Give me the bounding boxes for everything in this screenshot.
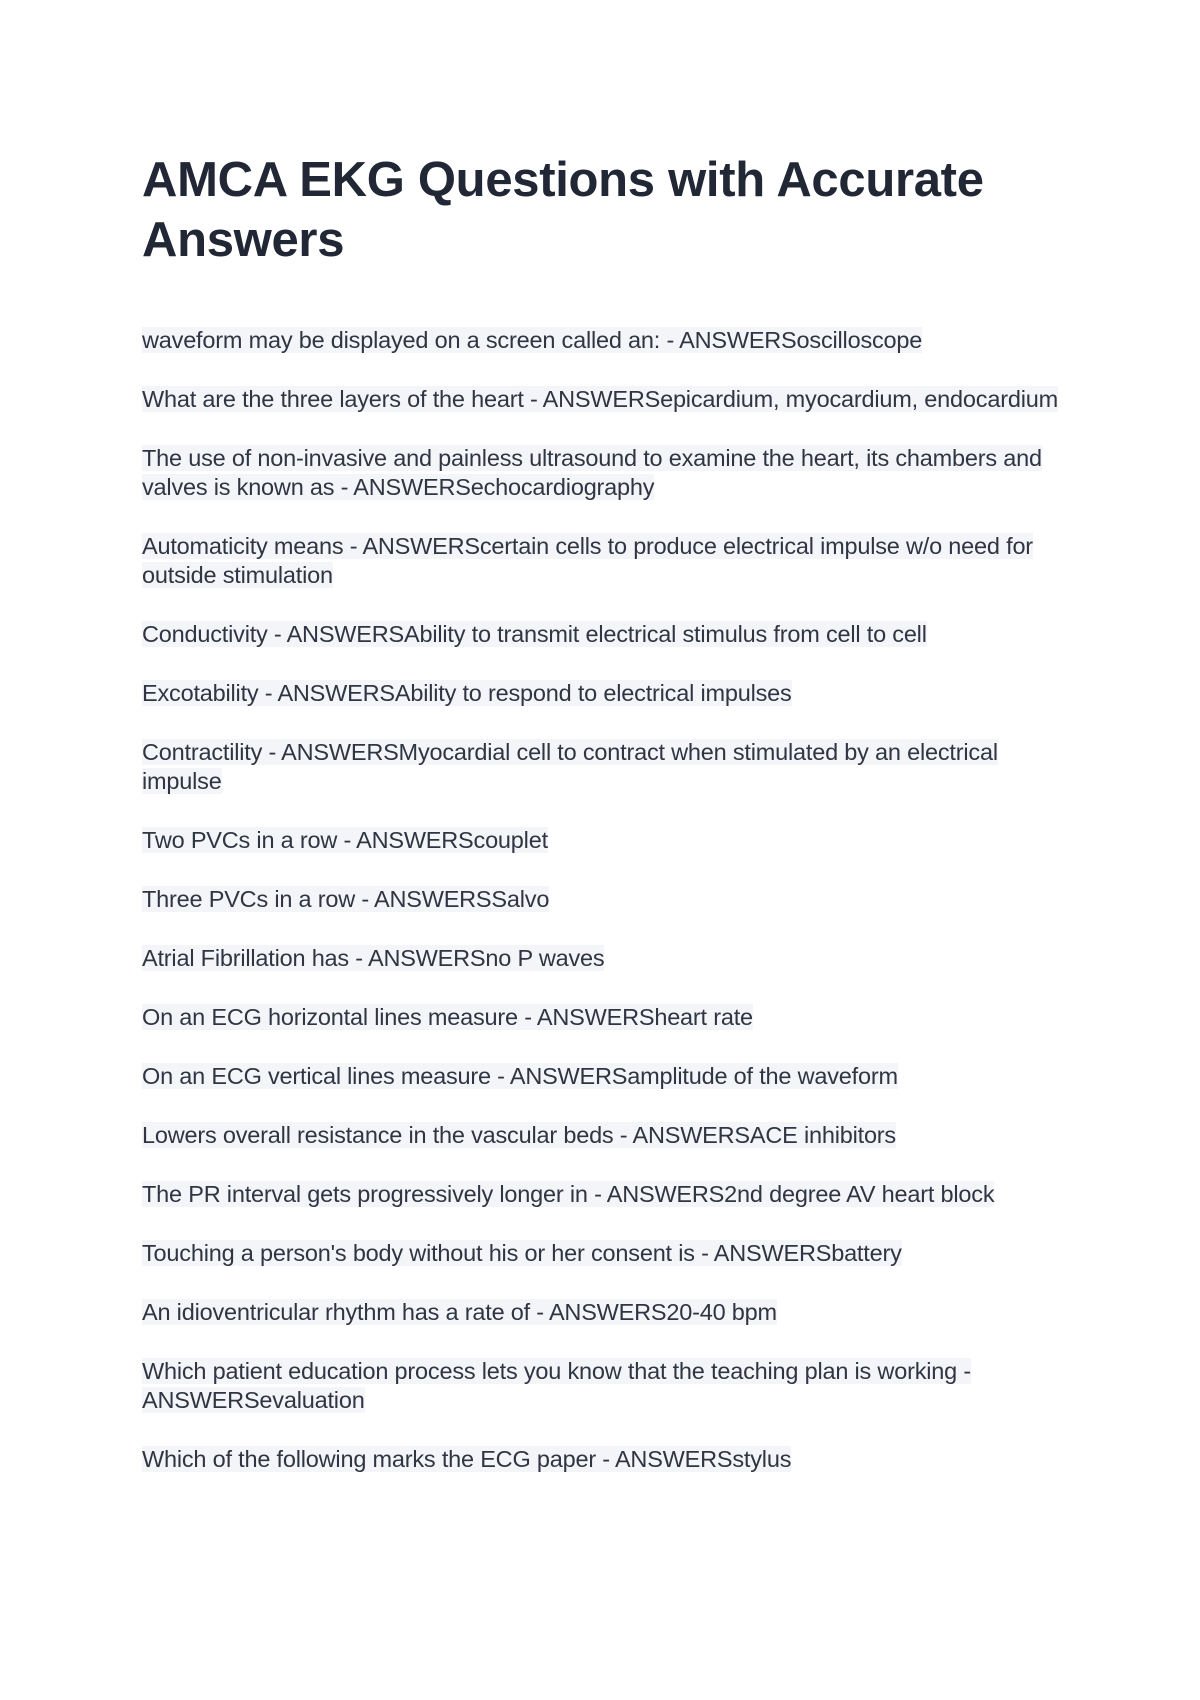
qa-item	[142, 620, 1072, 649]
qa-text: Which patient education process lets you know that the teaching plan is working - ANSWERSevaluation	[142, 1358, 971, 1413]
qa-item	[142, 679, 1072, 708]
qa-item	[142, 444, 1072, 502]
qa-text: Contractility - ANSWERSMyocardial cell to contract when stimulated by an electrical impulse	[142, 739, 998, 794]
qa-text: Atrial Fibrillation has - ANSWERSno P waves	[142, 945, 605, 971]
qa-text: Two PVCs in a row - ANSWERScouplet	[142, 827, 548, 853]
qa-list	[142, 326, 1072, 1474]
qa-item	[142, 532, 1072, 590]
document-page	[142, 150, 1072, 1504]
qa-text: The PR interval gets progressively longer in - ANSWERS2nd degree AV heart block	[142, 1181, 995, 1207]
qa-text: On an ECG horizontal lines measure - ANSWERSheart rate	[142, 1004, 753, 1030]
qa-text: An idioventricular rhythm has a rate of - ANSWERS20-40 bpm	[142, 1299, 777, 1325]
qa-text: Three PVCs in a row - ANSWERSSalvo	[142, 886, 550, 912]
qa-item	[142, 1062, 1072, 1091]
qa-text: Lowers overall resistance in the vascular beds - ANSWERSACE inhibitors	[142, 1122, 896, 1148]
qa-item	[142, 1121, 1072, 1150]
qa-item	[142, 1003, 1072, 1032]
qa-item	[142, 738, 1072, 796]
qa-text: Which of the following marks the ECG paper - ANSWERSstylus	[142, 1446, 792, 1472]
qa-item	[142, 885, 1072, 914]
qa-text: Touching a person's body without his or her consent is - ANSWERSbattery	[142, 1240, 902, 1266]
qa-item	[142, 1239, 1072, 1268]
qa-item	[142, 1357, 1072, 1415]
qa-text: waveform may be displayed on a screen called an: - ANSWERSoscilloscope	[142, 327, 923, 353]
qa-text: The use of non-invasive and painless ultrasound to examine the heart, its chambers and valves is known as - ANSWERSechocardiography	[142, 445, 1042, 500]
qa-text: What are the three layers of the heart - ANSWERSepicardium, myocardium, endocardium	[142, 386, 1058, 412]
qa-item	[142, 944, 1072, 973]
qa-text: Excotability - ANSWERSAbility to respond to electrical impulses	[142, 680, 792, 706]
qa-item	[142, 1180, 1072, 1209]
qa-item	[142, 1445, 1072, 1474]
document-title: AMCA EKG Questions with Accurate Answers	[142, 153, 984, 267]
qa-item	[142, 1298, 1072, 1327]
qa-text: Conductivity - ANSWERSAbility to transmit electrical stimulus from cell to cell	[142, 621, 927, 647]
qa-item	[142, 826, 1072, 855]
qa-text: On an ECG vertical lines measure - ANSWERSamplitude of the waveform	[142, 1063, 898, 1089]
qa-item	[142, 326, 1072, 355]
qa-item	[142, 385, 1072, 414]
qa-text: Automaticity means - ANSWERScertain cells to produce electrical impulse w/o need for outside stimulation	[142, 533, 1033, 588]
